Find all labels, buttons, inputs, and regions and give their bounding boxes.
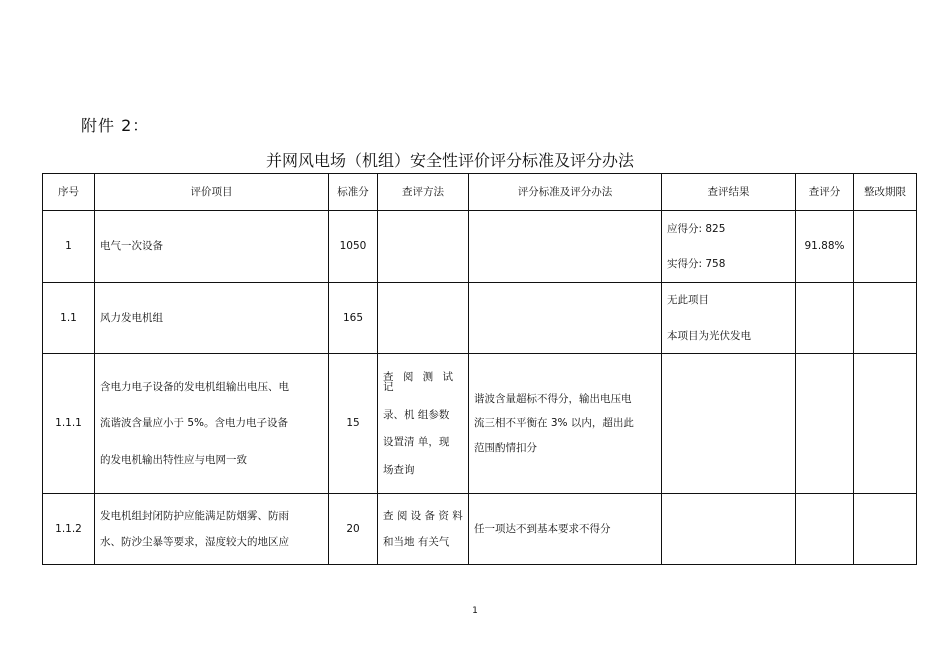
result-line: 实得分: 758	[667, 257, 726, 270]
row-number: 1.1.2	[43, 494, 95, 565]
evaluation-score	[796, 283, 854, 354]
scoring-criteria	[469, 283, 662, 354]
rectification-deadline	[854, 211, 917, 283]
row-number: 1.1	[43, 283, 95, 354]
method-line: 设置清 单，现	[383, 436, 450, 449]
document-title-text: 并网风电场（机组）安全性评价评分标准及评分办法	[265, 151, 634, 170]
header-cell: 标准分	[329, 174, 378, 211]
scoring-criteria: 任一项达不到基本要求不得分	[469, 494, 662, 565]
evaluation-result	[662, 494, 796, 565]
evaluation-method	[378, 494, 469, 565]
method-line: 录、机 组参数	[383, 408, 450, 421]
item-line: 含电力电子设备的发电机组输出电压、电	[100, 380, 289, 393]
method-line: 场查询	[383, 463, 415, 476]
table-row	[43, 494, 917, 565]
item-line: 的发电机输出特性应与电网一致	[100, 453, 247, 466]
page-number: 1	[472, 606, 478, 616]
scoring-criteria	[469, 354, 662, 494]
standard-score: 20	[329, 494, 378, 565]
method-line: 查 阅 测 试 记	[383, 370, 457, 394]
header-cell: 序号	[43, 174, 95, 211]
attachment-label: 附件 2：	[81, 116, 150, 135]
evaluation-score	[796, 494, 854, 565]
header-cell: 评分标准及评分办法	[469, 174, 662, 211]
standard-score: 1050	[329, 211, 378, 283]
table-row	[43, 283, 917, 354]
evaluation-score	[796, 354, 854, 494]
criteria-line: 谐波含量超标不得分，输出电压电	[474, 392, 632, 405]
evaluation-method	[378, 211, 469, 283]
item-line: 水、防沙尘暴等要求，湿度较大的地区应	[100, 536, 289, 548]
rectification-deadline	[854, 283, 917, 354]
table-row	[43, 211, 917, 283]
table-row	[43, 354, 917, 494]
table-header-row	[43, 174, 917, 211]
header-cell: 查评分	[796, 174, 854, 211]
criteria-line: 流三相不平衡在 3% 以内，超出此	[474, 417, 634, 430]
method-line: 和当地 有关气	[383, 536, 450, 548]
header-cell: 查评方法	[378, 174, 469, 211]
header-cell: 整改期限	[854, 174, 917, 211]
result-line: 应得分: 825	[667, 223, 726, 235]
rectification-deadline	[854, 494, 917, 565]
document-title	[0, 148, 900, 171]
evaluation-item	[95, 494, 329, 565]
row-number: 1	[43, 211, 95, 283]
scoring-criteria	[469, 211, 662, 283]
evaluation-result	[662, 211, 796, 283]
evaluation-item	[95, 354, 329, 494]
result-line: 本项目为光伏发电	[667, 330, 751, 342]
header-cell: 评价项目	[95, 174, 329, 211]
evaluation-table	[42, 173, 917, 565]
rectification-deadline	[854, 354, 917, 494]
row-number: 1.1.1	[43, 354, 95, 494]
evaluation-result	[662, 354, 796, 494]
criteria-line: 范围酌情扣分	[474, 441, 537, 454]
evaluation-item: 电气一次设备	[95, 211, 329, 283]
standard-score: 15	[329, 354, 378, 494]
method-line: 查 阅 设 备 资 料	[383, 509, 463, 522]
evaluation-score: 91.88%	[796, 211, 854, 283]
standard-score: 165	[329, 283, 378, 354]
header-cell: 查评结果	[662, 174, 796, 211]
item-line: 流谐波含量应小于 5%。含电力电子设备	[100, 417, 288, 430]
evaluation-method	[378, 354, 469, 494]
evaluation-result	[662, 283, 796, 354]
evaluation-item: 风力发电机组	[95, 283, 329, 354]
result-line: 无此项目	[667, 293, 709, 306]
item-line: 发电机组封闭防护应能满足防烟雾、防雨	[100, 509, 289, 522]
evaluation-method	[378, 283, 469, 354]
